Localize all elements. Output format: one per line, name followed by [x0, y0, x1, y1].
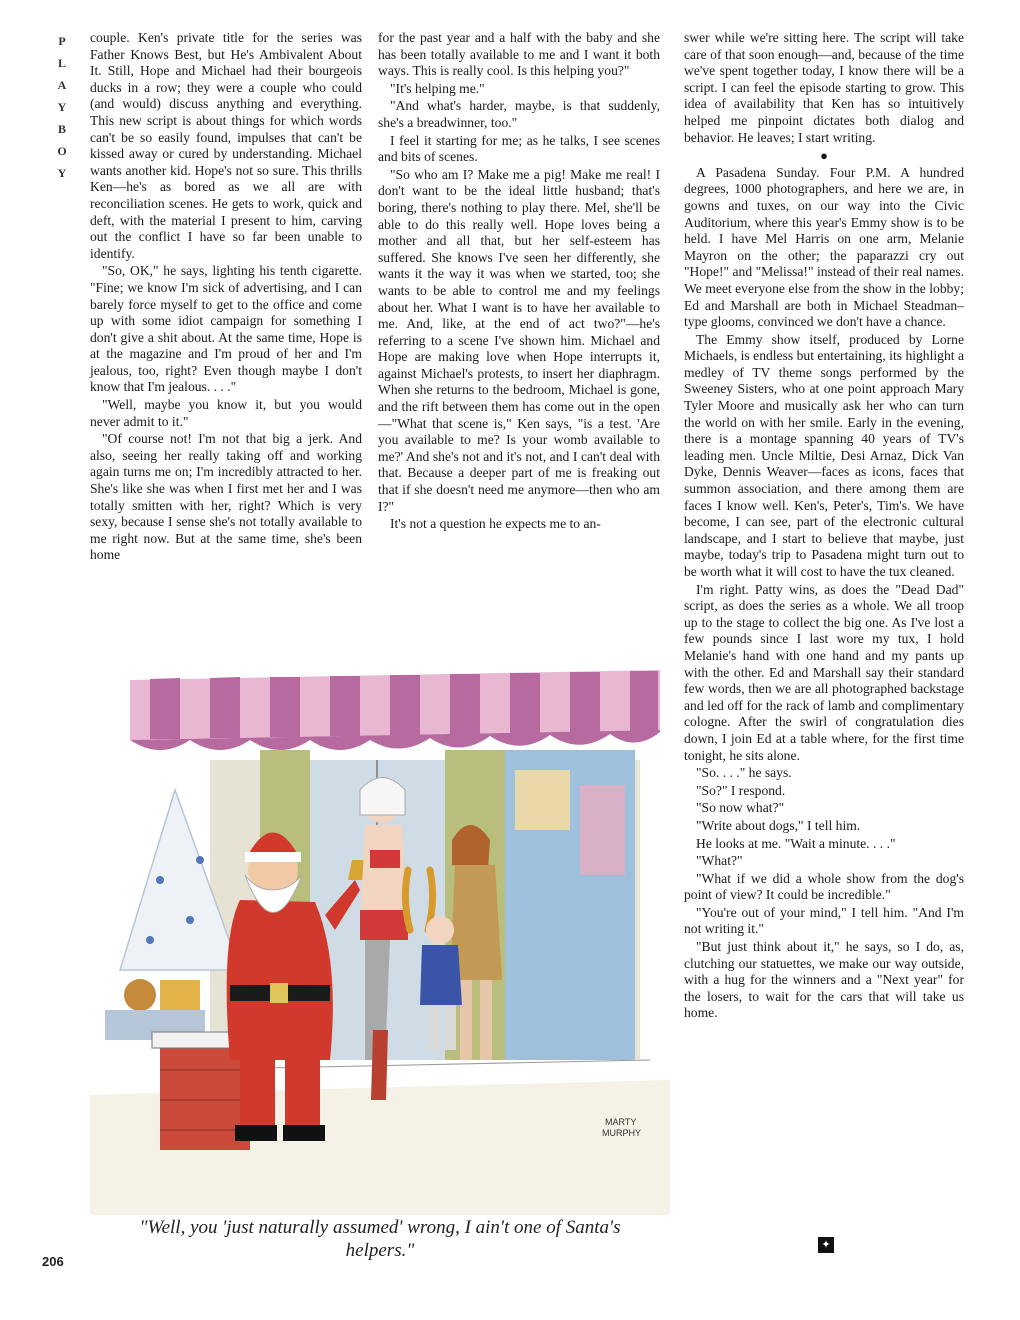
article-paragraph: I feel it starting for me; as he talks, I see scenes and bits of scenes. — [378, 132, 660, 165]
end-of-article-bunny-icon: ✦ — [818, 1237, 834, 1253]
side-tag-letter: B — [57, 122, 66, 136]
artist-signature: MARTY MURPHY — [602, 1117, 642, 1138]
magazine-side-tag — [52, 30, 72, 184]
article-paragraph: "Well, maybe you know it, but you would never admit to it." — [90, 397, 362, 429]
side-tag-letter: L — [57, 56, 66, 70]
article-paragraph: "So?" I respond. — [696, 782, 786, 798]
article-paragraph: swer while we're sitting here. The script will take care of that soon enough—and, because of the time we've spent together today, I know there will be a script. I can feel the episode starting to grow. This idea of availability that Ken has so intuitively helped me pinpoint dictates both dialog and behavior. He leaves; I start writing. — [684, 30, 964, 145]
page-number: 206 — [42, 1254, 64, 1269]
article-paragraph: "So who am I? Make me a pig! Make me real! I don't want to be the ideal little husband; that's boring, there's nothing to play there. Mel, she'll be able to do this really well. Hope loves being a mother and all that, but her self-esteem has suffered. She knows I've seen her differently, she wants it the way it was when we started, too; she wants to be able to control me and my feelings about her. What I want is to have her available to me. And, like, at the end of act two?"—he's referring to a scene I've shown him. Michael and Hope are making love when Hope interrupts it, against Michael's protests, to insert her diaphragm. When she returns to the bedroom, Michael is gone, and the rift between them has come out in the open—"What that scene is," Ken says, "is a test. 'Are you available to me? Is your womb available to me?' And she's not and it's not, and I can't deal with that. Because a deeper part of me is freaking out that if she doesn't need me anymore—then who am I?" — [378, 166, 660, 514]
article-paragraph: "So. . . ." he says. — [696, 765, 792, 781]
cartoon-caption: "Well, you 'just naturally assumed' wrong, I ain't one of Santa's helpers." — [139, 1217, 621, 1261]
article-paragraph: couple. Ken's private title for the series was Father Knows Best, but He's Ambivalent About It. Still, Hope and Michael had their bourgeois ducks in a row; they were a couple who could (and would) discuss anything and everything. This new script is about things for which words can't be so easily found, impulses that can't be kissed away or cured by understanding. Michael wants another kid. Hope's not so sure. This thrills Ken—he's as bored as we all are with reconciliation scenes. He gets to work, quick and deft, with the material I present to him, carving out the conflict I have so far been unable to identify. — [90, 30, 362, 261]
article-paragraph: for the past year and a half with the baby and she has been totally available to me and I want it both ways. This is really cool. Is this helping you?" — [378, 30, 660, 79]
article-paragraph: "Of course not! I'm not that big a jerk. And also, seeing her really taking off and working again turns me on; I'm incredibly attracted to her. She's like she was when I first met her and I was totally smitten with her, right? Which is very sexy, because I sense she's not totally available to me right now. But at the same time, she's been home — [90, 431, 362, 563]
article-paragraph: "What?" — [696, 853, 743, 869]
article-paragraph: "So now what?" — [696, 800, 785, 816]
article-paragraph: The Emmy show itself, produced by Lorne Michaels, is endless but entertaining, its highlight a medley of TV theme songs performed by the Sweeney Sisters, who at one point approach Mary Tyler Moore and musically ask her who can turn the world on with her smile. Early in the evening, there is a montage spanning 40 years of TV's leading men. Uncle Miltie, Desi Arnaz, Dick Van Dyke, Dennis Weaver—faces as icons, faces that summon association, and there among them are faces I know well. Ken's, Peter's, Tim's. We have become, I can see, part of the electronic cultural landscape, and I start to believe that maybe, just maybe, today's trip to Pasadena might turn out to be worth what it will cost to have the tux cleaned. — [684, 331, 964, 579]
article-paragraph: It's not a question he expects me to an- — [390, 516, 601, 532]
article-paragraph: "And what's harder, maybe, is that suddenly, she's a breadwinner, too." — [378, 98, 660, 130]
side-tag-letter: P — [58, 34, 66, 48]
article-paragraph: A Pasadena Sunday. Four P.M. A hundred degrees, 1000 photographers, and here we are, in gowns and tuxes, on our way into the Civic Auditorium, where this year's Emmy show is to be held. I have Mel Harris on one arm, Melanie Mayron on the other; the paparazzi cry out "Hope!" and "Melissa!" instead of their real names. We meet everyone else from the show in the lobby; Ed and Marshall are both in Michael Steadman–type glooms, convinced we don't have a chance. — [684, 164, 964, 330]
article-paragraph: "It's helping me." — [390, 80, 485, 96]
article-paragraph: He looks at me. "Wait a minute. . . ." — [696, 835, 896, 851]
article-column-2 — [378, 30, 660, 534]
article-paragraph: "So, OK," he says, lighting his tenth cigarette. "Fine; we know I'm sick of advertising, and I can barely force myself to get to the office and come up with some idiot campaign for something I don't give a shit about. At the same time, Hope is at the magazine and I'm proud of her and I'm jealous, too, right? Even though maybe I don't know that I'm jealous. . . ." — [90, 263, 362, 395]
article-paragraph: "But just think about it," he says, so I do, as, clutching our statuettes, we make our way outside, with a hug for the winners and a "Next year" for the losers, to wait for the cars that will take us home. — [684, 939, 964, 1021]
article-paragraph: "Write about dogs," I tell him. — [696, 817, 861, 833]
article-paragraph: "What if we did a whole show from the dog's point of view? It could be incredible." — [684, 870, 964, 903]
section-separator: ● — [820, 148, 828, 164]
article-column-3 — [684, 30, 964, 1023]
santa-cartoon-illustration — [90, 640, 670, 1215]
side-tag-letter: A — [57, 78, 67, 92]
article-paragraph: "You're out of your mind," I tell him. "And I'm not writing it." — [684, 904, 964, 937]
article-paragraph: I'm right. Patty wins, as does the "Dead Dad" script, as does the series as a whole. We all troop up to the stage to collect the big one. As I've lost a few pounds since I last wore my tux, I hold Melanie's hand with one hand and my pants up with the other. Ed and Marshall say their standard few words, then we are all photographed backstage and led off for the rack of lamb and complimentary cologne. After the swirl of congratulation dies down, I join Ed at a table where, for the first time tonight, he sits alone. — [684, 581, 964, 763]
side-tag-letter: Y — [57, 166, 67, 180]
article-column-1 — [90, 30, 362, 565]
side-tag-letter: O — [57, 144, 67, 158]
side-tag-letter: Y — [57, 100, 67, 114]
